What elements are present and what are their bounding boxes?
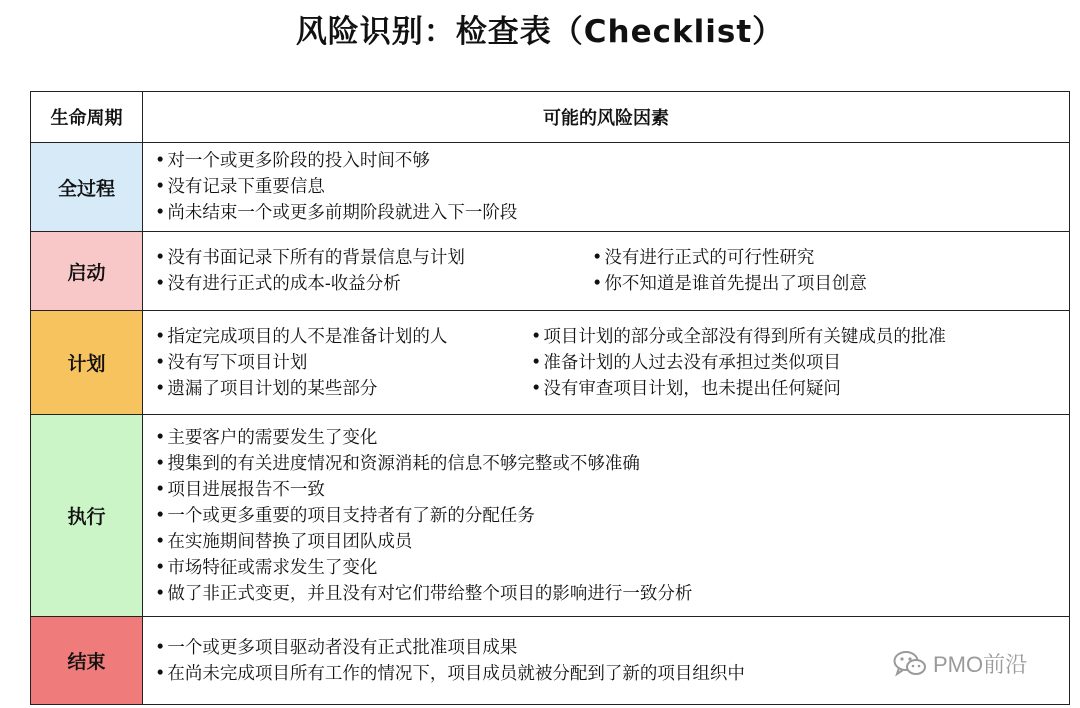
risk-item: • 没有审查项目计划，也未提出任何疑问: [531, 376, 946, 402]
risk-item: • 项目计划的部分或全部没有得到所有关键成员的批准: [531, 324, 946, 350]
risk-list: [155, 324, 531, 402]
table-row: [31, 232, 1070, 311]
risk-item: • 在尚未完成项目所有工作的情况下，项目成员就被分配到了新的项目组织中: [155, 661, 745, 687]
risk-factors-cell: [143, 232, 1070, 311]
table-header-row: [31, 92, 1070, 143]
risk-factors-cell: [143, 415, 1070, 617]
risk-list: [155, 635, 745, 687]
risk-item: • 尚未结束一个或更多前期阶段就进入下一阶段: [155, 200, 517, 226]
watermark-text: PMO前沿: [933, 652, 1028, 677]
phase-label: 全过程: [31, 143, 143, 232]
page-title: 风险识别：检查表（Checklist）: [295, 14, 785, 50]
risk-list: [155, 245, 592, 297]
risk-checklist-table: [30, 91, 1070, 705]
risk-item: • 项目进展报告不一致: [155, 477, 692, 503]
risk-item: • 没有记录下重要信息: [155, 174, 517, 200]
risk-item: • 在实施期间替换了项目团队成员: [155, 529, 692, 555]
risk-factors-cell: [143, 311, 1070, 415]
watermark: [893, 648, 1027, 679]
phase-label: 执行: [31, 415, 143, 617]
phase-label: 计划: [31, 311, 143, 415]
table-row: [31, 311, 1070, 415]
risk-list: [155, 148, 517, 226]
risk-item: • 一个或更多重要的项目支持者有了新的分配任务: [155, 503, 692, 529]
header-risk-factors: 可能的风险因素: [143, 92, 1070, 143]
risk-list: [155, 425, 692, 607]
risk-item: • 没有进行正式的可行性研究: [592, 245, 867, 271]
risk-item: • 没有写下项目计划: [155, 350, 531, 376]
risk-list: [531, 324, 946, 402]
risk-item: • 对一个或更多阶段的投入时间不够: [155, 148, 517, 174]
risk-item: • 主要客户的需要发生了变化: [155, 425, 692, 451]
risk-item: • 准备计划的人过去没有承担过类似项目: [531, 350, 946, 376]
wechat-icon: [893, 650, 927, 678]
risk-item: • 市场特征或需求发生了变化: [155, 555, 692, 581]
risk-item: • 遗漏了项目计划的某些部分: [155, 376, 531, 402]
phase-label: 结束: [31, 617, 143, 705]
risk-item: • 做了非正式变更，并且没有对它们带给整个项目的影响进行一致分析: [155, 581, 692, 607]
risk-item: • 指定完成项目的人不是准备计划的人: [155, 324, 531, 350]
risk-list: [592, 245, 867, 297]
header-lifecycle: 生命周期: [31, 92, 143, 143]
risk-factors-cell: [143, 143, 1070, 232]
phase-label: 启动: [31, 232, 143, 311]
risk-item: • 搜集到的有关进度情况和资源消耗的信息不够完整或不够准确: [155, 451, 692, 477]
table-row: [31, 415, 1070, 617]
table-row: [31, 143, 1070, 232]
risk-item: • 没有进行正式的成本-收益分析: [155, 271, 592, 297]
risk-item: • 一个或更多项目驱动者没有正式批准项目成果: [155, 635, 745, 661]
risk-item: • 没有书面记录下所有的背景信息与计划: [155, 245, 592, 271]
risk-item: • 你不知道是谁首先提出了项目创意: [592, 271, 867, 297]
